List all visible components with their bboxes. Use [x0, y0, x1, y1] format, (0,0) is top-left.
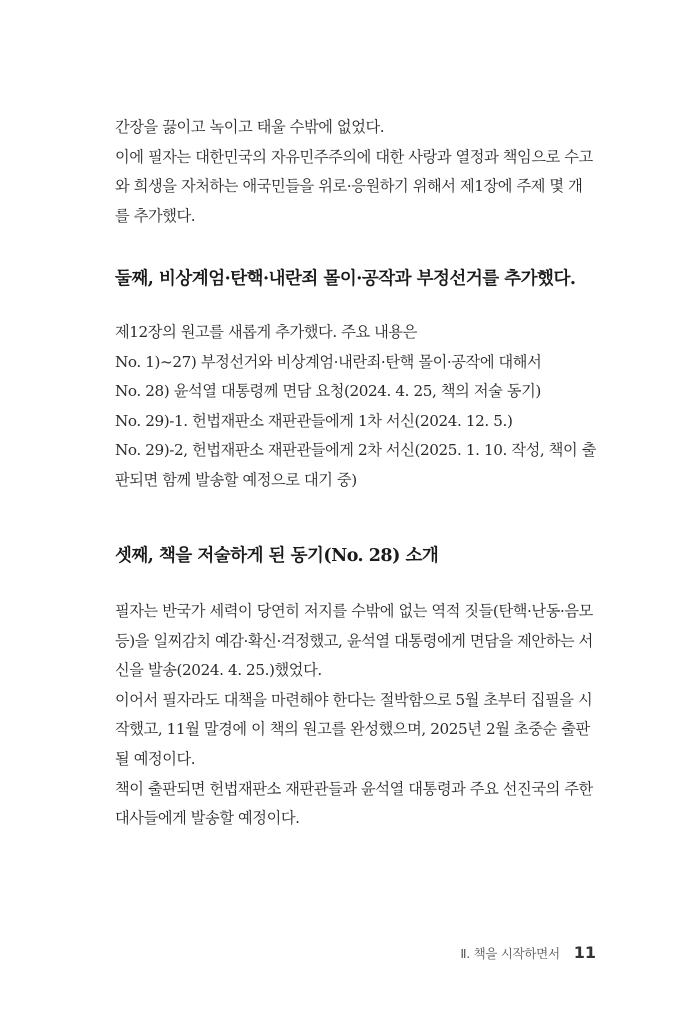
section-3-text — [115, 597, 597, 834]
text-line: 신을 발송(2024. 4. 25.)했었다. — [115, 661, 322, 680]
text-line: 책이 출판되면 헌법재판소 재판관들과 윤석열 대통령과 주요 선진국의 주한 — [115, 779, 593, 798]
section-2-heading: 둘째, 비상계엄·탄핵·내란죄 몰이·공작과 부정선거를 추가했다. — [115, 269, 576, 289]
section-2-heading-block — [115, 266, 597, 292]
section-3-body — [115, 597, 597, 834]
text-line: 제12장의 원고를 새롭게 추가했다. 주요 내용은 — [115, 323, 417, 341]
section-3-heading-block — [115, 543, 597, 569]
page-footer — [460, 943, 596, 962]
text-line: No. 1)~27) 부정선거와 비상계엄·내란죄·탄핵 몰이·공작에 대해서 — [115, 352, 542, 371]
text-line: 필자는 반국가 세력이 당연히 저지를 수밖에 없는 역적 짓들(탄핵·난동·음모 — [115, 602, 593, 620]
intro-paragraph — [115, 113, 597, 231]
intro-text — [115, 113, 597, 231]
text-line: 될 예정이다. — [115, 749, 196, 768]
text-line: 를 추가했다. — [115, 206, 196, 225]
text-line: 이어서 필자라도 대책을 마련해야 한다는 절박함으로 5월 초부터 집필을 시 — [115, 690, 593, 709]
text-line: 판되면 함께 발송할 예정으로 대기 중) — [115, 470, 357, 489]
running-footer-section-title: Ⅱ. 책을 시작하면서 — [460, 946, 560, 961]
text-line: No. 29)-1. 헌법재판소 재판관들에게 1차 서신(2024. 12. 5.) — [115, 411, 513, 430]
text-line: 와 희생을 자처하는 애국민들을 위로·응원하기 위해서 제1장에 주제 몇 개 — [115, 177, 583, 196]
text-line: 간장을 끓이고 녹이고 태울 수밖에 없었다. — [115, 118, 385, 136]
text-line: No. 29)-2, 헌법재판소 재판관들에게 2차 서신(2025. 1. 10. 작성, 책이 출 — [115, 441, 597, 460]
section-2-body — [115, 318, 597, 496]
text-line: 이에 필자는 대한민국의 자유민주주의에 대한 사랑과 열정과 책임으로 수고 — [115, 147, 593, 166]
text-line: 대사들에게 발송할 예정이다. — [115, 809, 300, 828]
section-3-heading: 셋째, 책을 저술하게 된 동기(No. 28) 소개 — [115, 546, 439, 566]
text-line: No. 28) 윤석열 대통령께 면담 요청(2024. 4. 25, 책의 저술 동기) — [115, 382, 541, 401]
page-number: 11 — [573, 943, 596, 962]
section-2-text — [115, 318, 597, 496]
text-line: 등)을 일찌감치 예감·확신·걱정했고, 윤석열 대통령에게 면담을 제안하는 서 — [115, 631, 593, 650]
text-line: 작했고, 11월 말경에 이 책의 원고를 완성했으며, 2025년 2월 초중순 출판 — [115, 720, 590, 739]
